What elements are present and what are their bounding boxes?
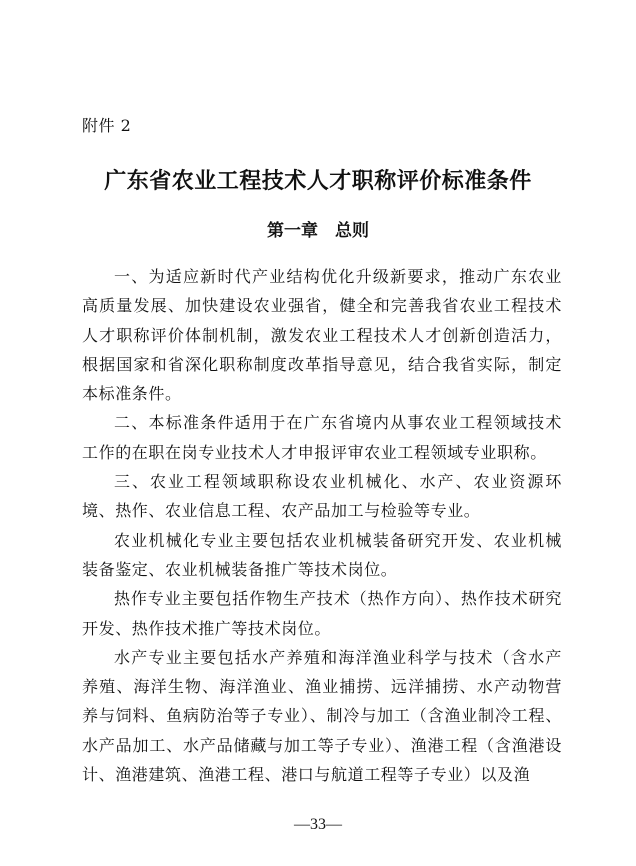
document-title: 广东省农业工程技术人才职称评价标准条件 xyxy=(104,168,532,194)
annex-label: 附件 2 xyxy=(82,116,132,135)
page-number: —33— xyxy=(294,816,342,833)
chapter-heading: 第一章 总则 xyxy=(267,221,369,241)
paragraph-4: 农业机械化专业主要包括农业机械装备研究开发、农业机械装备鉴定、农业机械装备推广等技术岗位。 xyxy=(82,530,562,579)
paragraph-5: 热作专业主要包括作物生产技术（热作方向）、热作技术研究开发、热作技术推广等技术岗位。 xyxy=(82,589,562,638)
paragraph-3: 三、农业工程领域职称设农业机械化、水产、农业资源环境、热作、农业信息工程、农产品加工与检验等专业。 xyxy=(82,472,562,521)
body-text xyxy=(82,262,562,789)
paragraph-6: 水产专业主要包括水产养殖和海洋渔业科学与技术（含水产养殖、海洋生物、海洋渔业、渔业捕捞、远洋捕捞、水产动物营养与饲料、鱼病防治等子专业）、制冷与加工（含渔业制冷工程、水产品加工、水产品储藏与加工等子专业）、渔港工程（含渔港设计、渔港建筑、渔港工程、港口与航道工程等子专业）以及渔 xyxy=(82,647,562,785)
paragraph-2: 二、本标准条件适用于在广东省境内从事农业工程领域技术工作的在职在岗专业技术人才申报评审农业工程领域专业职称。 xyxy=(82,413,562,462)
paragraph-1: 一、为适应新时代产业结构优化升级新要求，推动广东农业高质量发展、加快建设农业强省，健全和完善我省农业工程技术人才职称评价体制机制，激发农业工程技术人才创新创造活力，根据国家和省深化职称制度改革指导意见，结合我省实际，制定本标准条件。 xyxy=(82,267,562,404)
